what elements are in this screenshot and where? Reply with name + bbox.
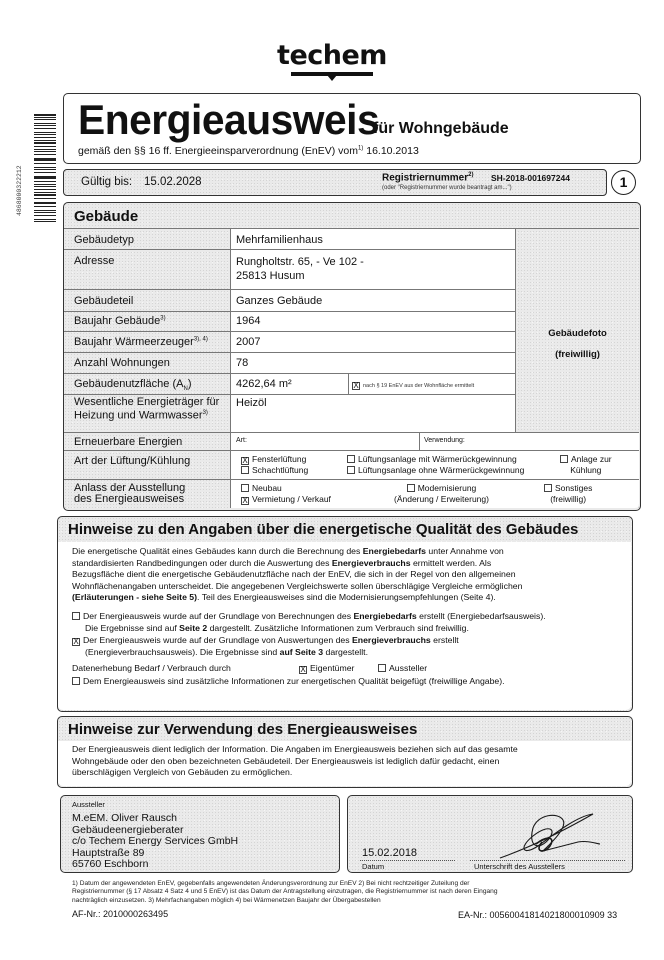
- row-divider: [64, 331, 515, 332]
- barcode-bar: [34, 210, 56, 212]
- text: Der Energieausweis dient lediglich der Information. Die Angaben im Energieausweis beziehen sich auf das gesamte: [72, 744, 518, 754]
- barcode-bar: [34, 125, 56, 126]
- issuer-city: 65760 Eschborn: [72, 858, 149, 871]
- renewables-use-label: Verwendung:: [424, 437, 465, 444]
- footnote-3: nachträglich einzusetzen. 3) Mehrfachangaben möglich 4) bei Wärmenetzen Baujahr der Übergabestellen: [72, 896, 381, 904]
- barcode-bar: [34, 114, 56, 116]
- barcode: [34, 114, 56, 224]
- checkbox[interactable]: [560, 455, 568, 463]
- checkbox[interactable]: [72, 612, 80, 620]
- label-occasion: [74, 483, 185, 504]
- area-method-text: nach § 19 EnEV aus der Wohnfläche ermittelt: [363, 383, 475, 389]
- issuer-name: M.eEM. Oliver Rausch: [72, 812, 178, 824]
- building-section: [63, 202, 641, 511]
- option-extra-info[interactable]: [72, 676, 505, 688]
- checkbox[interactable]: [544, 484, 552, 492]
- barcode-bar: [34, 184, 56, 185]
- value-usable-area: 4262,64 m²: [236, 378, 292, 390]
- value-building-part: Ganzes Gebäude: [236, 295, 323, 307]
- checkbox[interactable]: X: [242, 456, 248, 465]
- issuer-company: c/o Techem Energy Services GmbH: [72, 835, 239, 848]
- checkbox[interactable]: X: [242, 496, 248, 505]
- row-divider: [64, 479, 639, 480]
- barcode-bar: [34, 119, 56, 120]
- issuer-label: Aussteller: [72, 800, 105, 809]
- row-divider: [64, 373, 515, 374]
- label-heater-year: [74, 336, 208, 348]
- text-bold: (Erläuterungen - siehe Seite 5): [72, 592, 198, 602]
- checkbox[interactable]: [407, 484, 415, 492]
- value-apartments: 78: [236, 357, 249, 369]
- text-bold: Seite 2: [179, 622, 208, 633]
- checkbox[interactable]: [347, 466, 355, 474]
- issuer-box: [60, 795, 340, 873]
- checkbox[interactable]: [72, 677, 80, 685]
- quality-notes-section: [57, 516, 633, 712]
- barcode-bar: [34, 202, 56, 203]
- barcode-number-text: 4868000322212: [16, 165, 23, 216]
- text: Die Ergebnisse sind auf: [85, 622, 180, 633]
- text-bold: Energiebedarfs: [362, 546, 426, 556]
- barcode-bar: [34, 167, 56, 168]
- barcode-bar: [34, 163, 56, 164]
- footnote-2: Registriernummer (§ 17 Absatz 4 Satz 4 und 5 EnEV) ist das Datum der Antragstellung einzutragen, die Registriernummer ist nach deren Eingang: [72, 888, 498, 896]
- address-line2: 25813 Husum: [236, 270, 305, 282]
- barcode-bar: [34, 123, 56, 124]
- document-title: Energieausweis: [78, 96, 380, 143]
- occasion-modernisation-label2: (Änderung / Erweiterung): [394, 494, 489, 504]
- ea-number: EA-Nr.: 00560041814021800010909 33: [458, 910, 618, 920]
- issuer-street: Hauptstraße 89: [72, 846, 145, 859]
- occasion-rent-sale-label: Vermietung / Verkauf: [252, 494, 331, 504]
- cooling-system[interactable]: [560, 454, 612, 476]
- building-section-title: Gebäude: [74, 208, 139, 225]
- signature-label: Unterschrift des Ausstellers: [474, 862, 565, 871]
- label-energy-carriers-line2: Heizung und Warmwasser: [74, 409, 203, 422]
- text-bold: Energieverbrauchs: [331, 557, 411, 568]
- barcode-bar: [34, 169, 56, 170]
- footnotes: [72, 880, 642, 905]
- renewables-type-label: Art:: [236, 437, 247, 444]
- checkbox[interactable]: [378, 664, 386, 672]
- legal-basis: [78, 145, 419, 157]
- page-number-badge: 1: [611, 170, 636, 195]
- row-divider: [64, 249, 515, 250]
- vent-shaft[interactable]: [241, 465, 308, 475]
- checkbox-checked[interactable]: X: [353, 381, 359, 390]
- row-divider: [64, 352, 515, 353]
- occasion-modernisation-label: Modernisierung: [417, 483, 477, 493]
- barcode-bar: [34, 140, 56, 141]
- usage-notes-text: [72, 744, 518, 779]
- label-heater-year-text: Baujahr Wärmeerzeuger: [74, 336, 194, 348]
- checkbox[interactable]: X: [300, 665, 306, 674]
- text: Der Energieausweis wurde auf der Grundlage von Auswertungen des: [83, 635, 352, 645]
- legal-basis-date: 16.10.2013: [366, 145, 419, 157]
- valid-until-date: 15.02.2028: [144, 176, 202, 188]
- usage-notes-title: Hinweise zur Verwendung des Energieausweises: [68, 721, 418, 738]
- usage-notes-section: [57, 716, 633, 788]
- label-occasion-line2: des Energieausweises: [74, 492, 185, 505]
- barcode-bar: [34, 203, 56, 204]
- option-consumption-certificate[interactable]: [72, 635, 459, 658]
- registration-note: (oder "Registriernummer wurde beantragt am..."): [382, 185, 512, 191]
- occasion-other-label: Sonstiges: [555, 483, 593, 493]
- text: standardisierten Randbedingungen oder durch die Auswertung des: [72, 557, 332, 568]
- footnote-ref: 1): [357, 145, 364, 152]
- data-collection-label: Datenerhebung Bedarf / Verbrauch durch: [72, 663, 231, 673]
- cooling-label: Anlage zur: [571, 454, 612, 464]
- barcode-bar: [34, 194, 56, 196]
- barcode-bar: [34, 137, 56, 138]
- photo-label: Gebäudefoto: [548, 328, 607, 339]
- value-year-built: 1964: [236, 315, 261, 327]
- barcode-bar: [34, 181, 56, 182]
- barcode-bar: [34, 192, 56, 193]
- text: Die energetische Qualität eines Gebäudes kann durch die Berechnung des: [72, 546, 363, 556]
- barcode-bar: [34, 128, 56, 130]
- renewable-divider: [419, 432, 420, 450]
- text-bold: auf Seite 3: [279, 646, 324, 657]
- occasion-new[interactable]: [241, 483, 282, 493]
- vent-window-label: Fensterlüftung: [252, 454, 307, 464]
- label-year-built: [74, 315, 166, 327]
- valid-until-label: Gültig bis:: [81, 176, 133, 188]
- text: Der Energieausweis wurde auf der Grundlage von Berechnungen des: [83, 611, 354, 621]
- extra-info-text: Dem Energieausweis sind zusätzliche Informationen zur energetischen Qualität beigefügt (freiwillige Angabe).: [83, 676, 505, 686]
- barcode-bar: [34, 117, 56, 118]
- footnote-1: 1) Datum der angewendeten EnEV, gegebenfalls angewendeten Änderungsverordnung zur EnEV 2) Bei nicht rechtzeitiger Zuteilung der: [72, 880, 470, 887]
- footnote-ref: 3): [160, 315, 166, 322]
- text: Wohngebäude oder den oben bezeichneten Gebäudeteil. Der Energieausweis ist lediglich dafür gedacht, einen: [72, 755, 500, 766]
- row-divider: [64, 289, 515, 290]
- registration-label: [382, 172, 473, 183]
- checkbox[interactable]: X: [73, 637, 79, 646]
- text: . Teil des Energieausweises sind die Modernisierungsempfehlungen (Seite 4).: [197, 592, 496, 602]
- legal-basis-text: gemäß den §§ 16 ff. Energieeinsparverordnung (EnEV) vom: [78, 145, 358, 157]
- data-collection-issuer[interactable]: [378, 663, 427, 675]
- logo-text: techem: [277, 40, 387, 71]
- label-address: Adresse: [74, 255, 115, 267]
- label-ventilation: Art der Lüftung/Kühlung: [74, 455, 191, 467]
- area-method-checkbox[interactable]: [352, 378, 474, 390]
- signature-scribble-icon: [498, 806, 608, 861]
- barcode-bar: [34, 158, 56, 159]
- barcode-bar: [34, 189, 56, 190]
- label-apartments: Anzahl Wohnungen: [74, 357, 170, 369]
- photo-note: (freiwillig): [555, 349, 600, 360]
- value-energy-carriers: Heizöl: [236, 397, 267, 409]
- footnote-ref: 3), 4): [193, 336, 208, 343]
- occasion-modernisation[interactable]: [394, 483, 489, 505]
- barcode-bar: [34, 221, 56, 222]
- text-bold: Energiebedarfs: [353, 611, 417, 621]
- value-building-type: Mehrfamilienhaus: [236, 234, 323, 246]
- text: (Energieverbrauchsausweis). Die Ergebnisse sind: [85, 646, 280, 657]
- vent-without-recovery[interactable]: [347, 465, 524, 475]
- text: dargestellt. Zusätzliche Informationen zum Verbrauch sind freiwillig.: [207, 622, 469, 633]
- text: dargestellt.: [323, 646, 368, 657]
- checkbox[interactable]: [241, 484, 249, 492]
- text: erstellt (Energiebedarfsausweis).: [416, 611, 546, 621]
- issuer-address: [72, 813, 238, 871]
- row-divider: [64, 228, 639, 229]
- vent-window[interactable]: [241, 454, 306, 465]
- barcode-number: [2, 120, 32, 220]
- title-box: [63, 93, 641, 164]
- data-collection-owner[interactable]: [299, 663, 354, 675]
- issue-date: 15.02.2018: [362, 847, 418, 859]
- text: ermittelt werden. Als: [410, 557, 492, 568]
- row-divider: [64, 450, 639, 451]
- row-divider: [64, 311, 515, 312]
- occasion-other-label2: (freiwillig): [550, 494, 587, 504]
- checkbox[interactable]: [347, 455, 355, 463]
- address-line1: Rungholtstr. 65, - Ve 102 -: [236, 256, 364, 268]
- barcode-bar: [34, 206, 56, 207]
- label-building-part: Gebäudeteil: [74, 295, 134, 307]
- validity-bar: [63, 169, 607, 196]
- document-subtitle: für Wohngebäude: [373, 120, 509, 137]
- text: erstellt: [430, 635, 459, 645]
- registration-label-text: Registriernummer: [382, 172, 469, 184]
- label-occasion-line1: Anlass der Ausstellung: [74, 482, 186, 494]
- quality-notes-title: Hinweise zu den Angaben über die energetische Qualität des Gebäudes: [68, 521, 579, 538]
- barcode-bar: [34, 149, 56, 150]
- vent-shaft-label: Schachtlüftung: [252, 465, 309, 475]
- row-divider: [64, 394, 515, 395]
- text-bold: Energieverbrauchs: [352, 635, 431, 645]
- label-renewables: Erneuerbare Energien: [74, 436, 183, 448]
- option-demand-certificate[interactable]: [72, 611, 546, 634]
- barcode-bar: [34, 159, 56, 161]
- signature-box: [347, 795, 633, 873]
- label-energy-carriers: [74, 397, 219, 421]
- techem-logo: [0, 40, 664, 76]
- label-energy-carriers-line1: Wesentliche Energieträger für: [74, 396, 220, 408]
- footnote-ref: 2): [468, 172, 474, 178]
- barcode-bar: [34, 154, 56, 155]
- vent-without-recovery-label: Lüftungsanlage ohne Wärmerückgewinnung: [358, 465, 525, 475]
- label-end: ): [187, 378, 192, 390]
- logo-underline: [291, 72, 373, 76]
- value-address: [236, 255, 364, 283]
- row-divider: [64, 432, 639, 433]
- usage-notes-body: [58, 741, 631, 786]
- barcode-bar: [34, 219, 56, 220]
- issuer-label: Aussteller: [389, 663, 428, 673]
- barcode-bar: [34, 142, 56, 144]
- occasion-new-label: Neubau: [252, 483, 282, 493]
- label-usable-area: [74, 378, 191, 392]
- text: Bezugsfläche dient die energetische Gebäudenutzfläche nach der EnEV, die sich in der Regel von den allgemeinen: [72, 569, 516, 579]
- barcode-bar: [34, 176, 56, 177]
- value-heater-year: 2007: [236, 336, 261, 348]
- vent-with-recovery[interactable]: [347, 454, 517, 464]
- barcode-bar: [34, 132, 56, 133]
- quality-notes-body: [58, 542, 631, 710]
- registration-number: SH-2018-001697244: [491, 173, 570, 183]
- af-number: AF-Nr.: 2010000263495: [72, 909, 169, 919]
- date-label: Datum: [362, 862, 385, 871]
- occasion-other[interactable]: [544, 483, 592, 505]
- issuer-role: Gebäudeenergieberater: [72, 823, 184, 836]
- date-line: [360, 860, 455, 861]
- footnote-ref: 3): [202, 409, 208, 416]
- vent-with-recovery-label: Lüftungsanlage mit Wärmerückgewinnung: [358, 454, 517, 464]
- barcode-bar: [34, 146, 56, 147]
- label-building-type: Gebäudetyp: [74, 234, 134, 246]
- occasion-rent-sale[interactable]: [241, 494, 331, 505]
- area-divider: [348, 373, 349, 394]
- cooling-label2: Kühlung: [570, 465, 602, 475]
- barcode-bar: [34, 215, 56, 216]
- column-divider: [230, 228, 231, 508]
- label-sub: N: [183, 386, 188, 393]
- text: unter Annahme von: [426, 546, 504, 556]
- building-photo-placeholder: [516, 323, 639, 365]
- label-usable-area-text: Gebäudenutzfläche (A: [74, 378, 184, 390]
- text: Wohnflächenangaben unterscheidet. Die angegebenen Vergleichswerte sollen überschlägige Vergleiche ermöglichen: [72, 580, 523, 591]
- checkbox[interactable]: [241, 466, 249, 474]
- owner-label: Eigentümer: [310, 663, 355, 673]
- barcode-bar: [34, 134, 56, 135]
- barcode-bar: [34, 172, 56, 173]
- barcode-bar: [34, 186, 56, 187]
- barcode-bar: [34, 212, 56, 213]
- barcode-bar: [34, 151, 56, 152]
- label-year-built-text: Baujahr Gebäude: [74, 315, 161, 327]
- barcode-bar: [34, 198, 56, 199]
- barcode-bar: [34, 177, 56, 179]
- text: überschlägigen Vergleich von Gebäuden zu ermöglichen.: [72, 767, 293, 777]
- quality-intro: [72, 546, 522, 604]
